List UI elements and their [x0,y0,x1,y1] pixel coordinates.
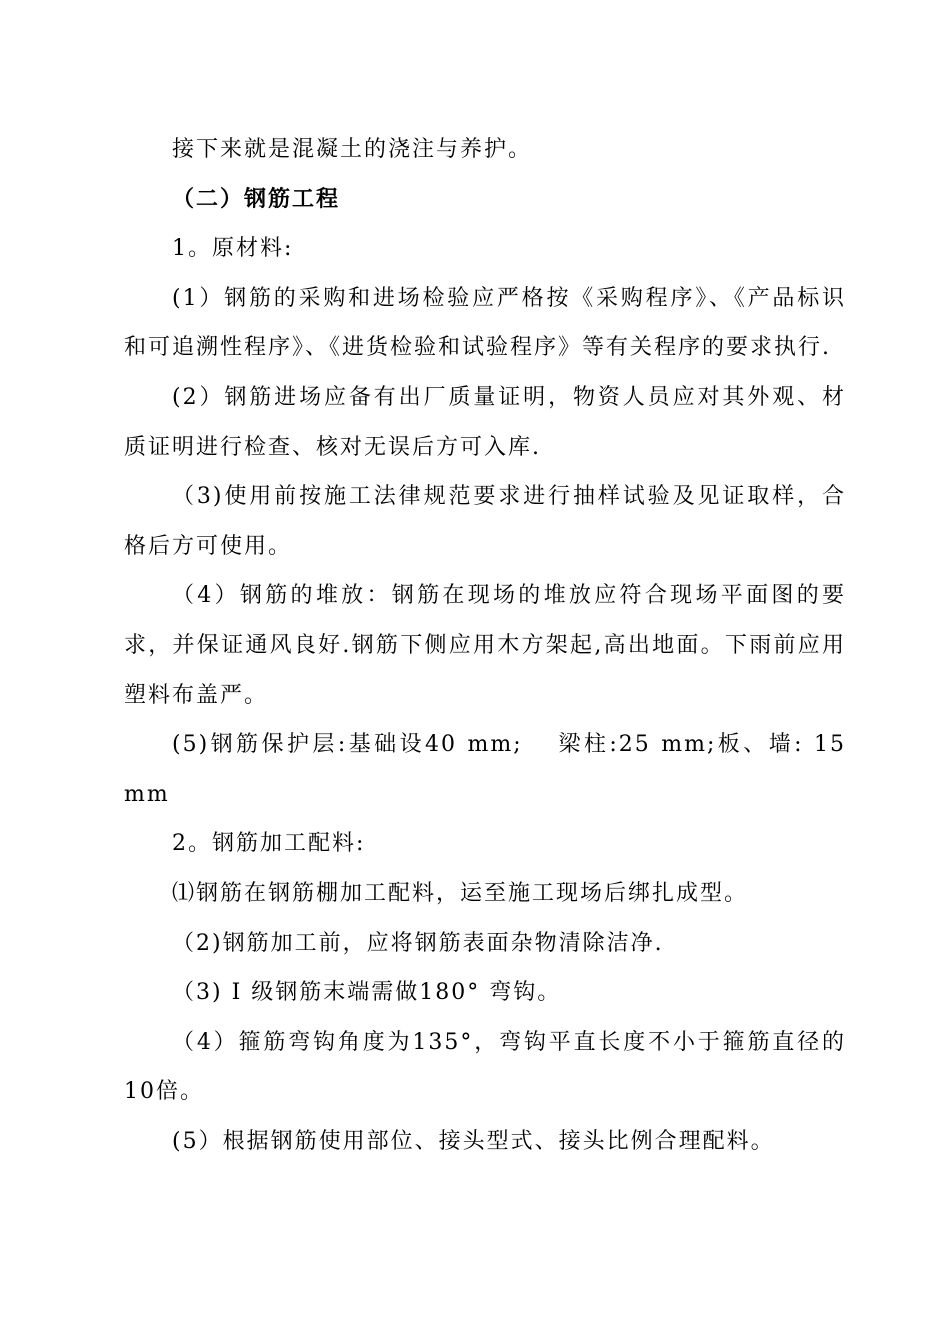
paragraph-stirrup-hook: （4）箍筋弯钩角度为135°，弯钩平直长度不小于箍筋直径的10倍。 [124,1029,846,1105]
paragraph-protective-layer: (5)钢筋保护层:基础设40 mm; 梁柱:25 mm;板、墙: 15 mm [124,732,846,807]
paragraph-surface-cleaning: （2)钢筋加工前，应将钢筋表面杂物清除洁净. [172,930,664,956]
document-body [124,125,846,1166]
paragraph-quality-certificate: (2）钢筋进场应备有出厂质量证明，物资人员应对其外观、材质证明进行检查、核对无误后方可入库. [124,384,846,460]
paragraph-stacking: （4）钢筋的堆放：钢筋在现场的堆放应符合现场平面图的要求，并保证通风良好.钢筋下侧应用木方架起,高出地面。下雨前应用塑料布盖严。 [124,583,846,708]
paragraph-sampling-test: （3)使用前按施工法律规范要求进行抽样试验及见证取样，合格后方可使用。 [124,484,846,559]
paragraph-procurement: (1）钢筋的采购和进场检验应严格按《采购程序》、《产品标识和可追溯性程序》、《进货检验和试验程序》等有关程序的要求执行. [124,285,846,361]
subheading-processing: 2。钢筋加工配料: [172,831,366,857]
paragraph-concrete-pouring: 接下来就是混凝土的浇注与养护。 [172,137,533,162]
subheading-raw-materials: 1。原材料: [172,236,294,262]
paragraph-processing-shed: ⑴钢筋在钢筋棚加工配料，运至施工现场后绑扎成型。 [172,880,749,906]
paragraph-hook-180: （3) Ⅰ 级钢筋末端需做180° 弯钩。 [172,980,562,1006]
paragraph-joint-allocation: (5）根据钢筋使用部位、接头型式、接头比例合理配料。 [172,1128,775,1154]
section-heading-rebar-engineering: （二）钢筋工程 [172,185,341,212]
